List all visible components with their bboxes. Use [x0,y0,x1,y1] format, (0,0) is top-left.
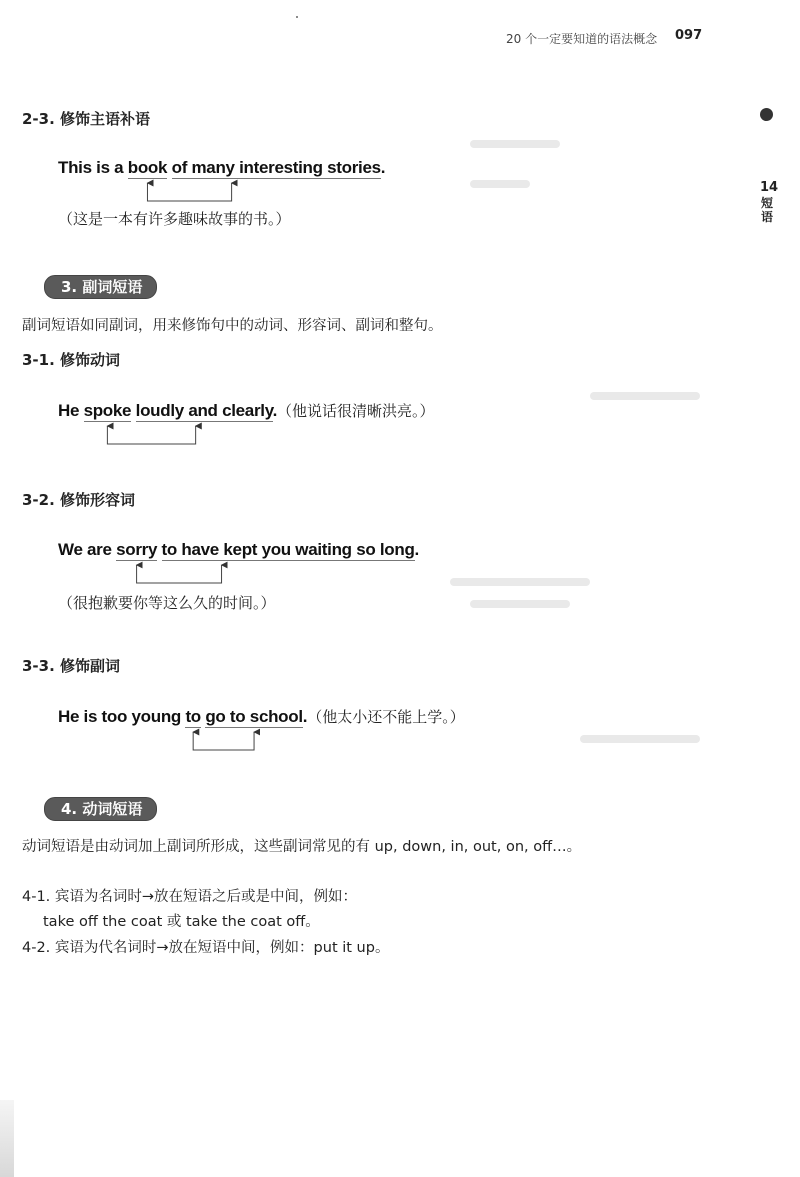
section-3-3-heading: 3-3. 修饰副词 [22,657,121,675]
section-2-3-heading: 2-3. 修饰主语补语 [22,110,151,128]
rule-4-1-line2: take off the coat 或 take the coat off。 [43,914,320,930]
section-3-1-heading: 3-1. 修饰动词 [22,351,121,369]
example-text: . [380,158,386,177]
example-text: He [58,401,84,420]
example-text: . [414,540,419,559]
modified-word: spoke [83,401,132,420]
modifier-phrase: loudly and clearly [135,401,273,420]
modifier-connector-arrow [147,183,231,201]
translation-3-3: （他太小还不能上学。） [307,708,465,726]
example-text: . [272,401,278,420]
modifier-connector-arrow [137,565,222,583]
side-tab-number: 14 [760,180,779,195]
modifier-connector-arrow [193,732,254,750]
example-text: . [302,707,308,726]
section-4-pill: 4. 动词短语 [44,797,157,821]
running-header-title: 20 个一定要知道的语法概念 [506,32,658,46]
modifier-phrase: to have kept you waiting so long [161,540,415,559]
modifier-phrase: go to school [205,707,303,726]
translation-2-3: （这是一本有许多趣味故事的书。） [58,210,291,228]
section-3-intro: 副词短语如同副词，用来修饰句中的动词、形容词、副词和整句。 [22,318,443,334]
translation-3-2: （很抱歉要你等这么久的时间。） [58,594,276,612]
translation-3-1: （他说话很清晰洪亮。） [277,402,435,420]
rule-4-1-line1: 4-1. 宾语为名词时→放在短语之后或是中间，例如： [22,889,358,905]
section-4-intro: 动词短语是由动词加上副词所形成，这些副词常见的有 up, down, in, out, on, off…。 [22,839,582,855]
section-3-2-heading: 3-2. 修饰形容词 [22,491,136,509]
example-text: He is too young [58,707,186,726]
modifier-phrase: of many interesting stories [171,158,381,177]
example-text: We are [58,540,117,559]
section-3-pill: 3. 副词短语 [44,275,157,299]
modifier-connector-arrow [107,426,195,444]
rule-4-2: 4-2. 宾语为代名词时→放在短语中间，例如：put it up。 [22,940,390,956]
modified-word: sorry [116,540,158,559]
side-tab-label: 短语 [761,196,774,224]
example-text: This is a [58,158,128,177]
page-number: 097 [675,28,703,43]
modified-word: book [127,158,168,177]
modified-word: to [185,707,201,726]
